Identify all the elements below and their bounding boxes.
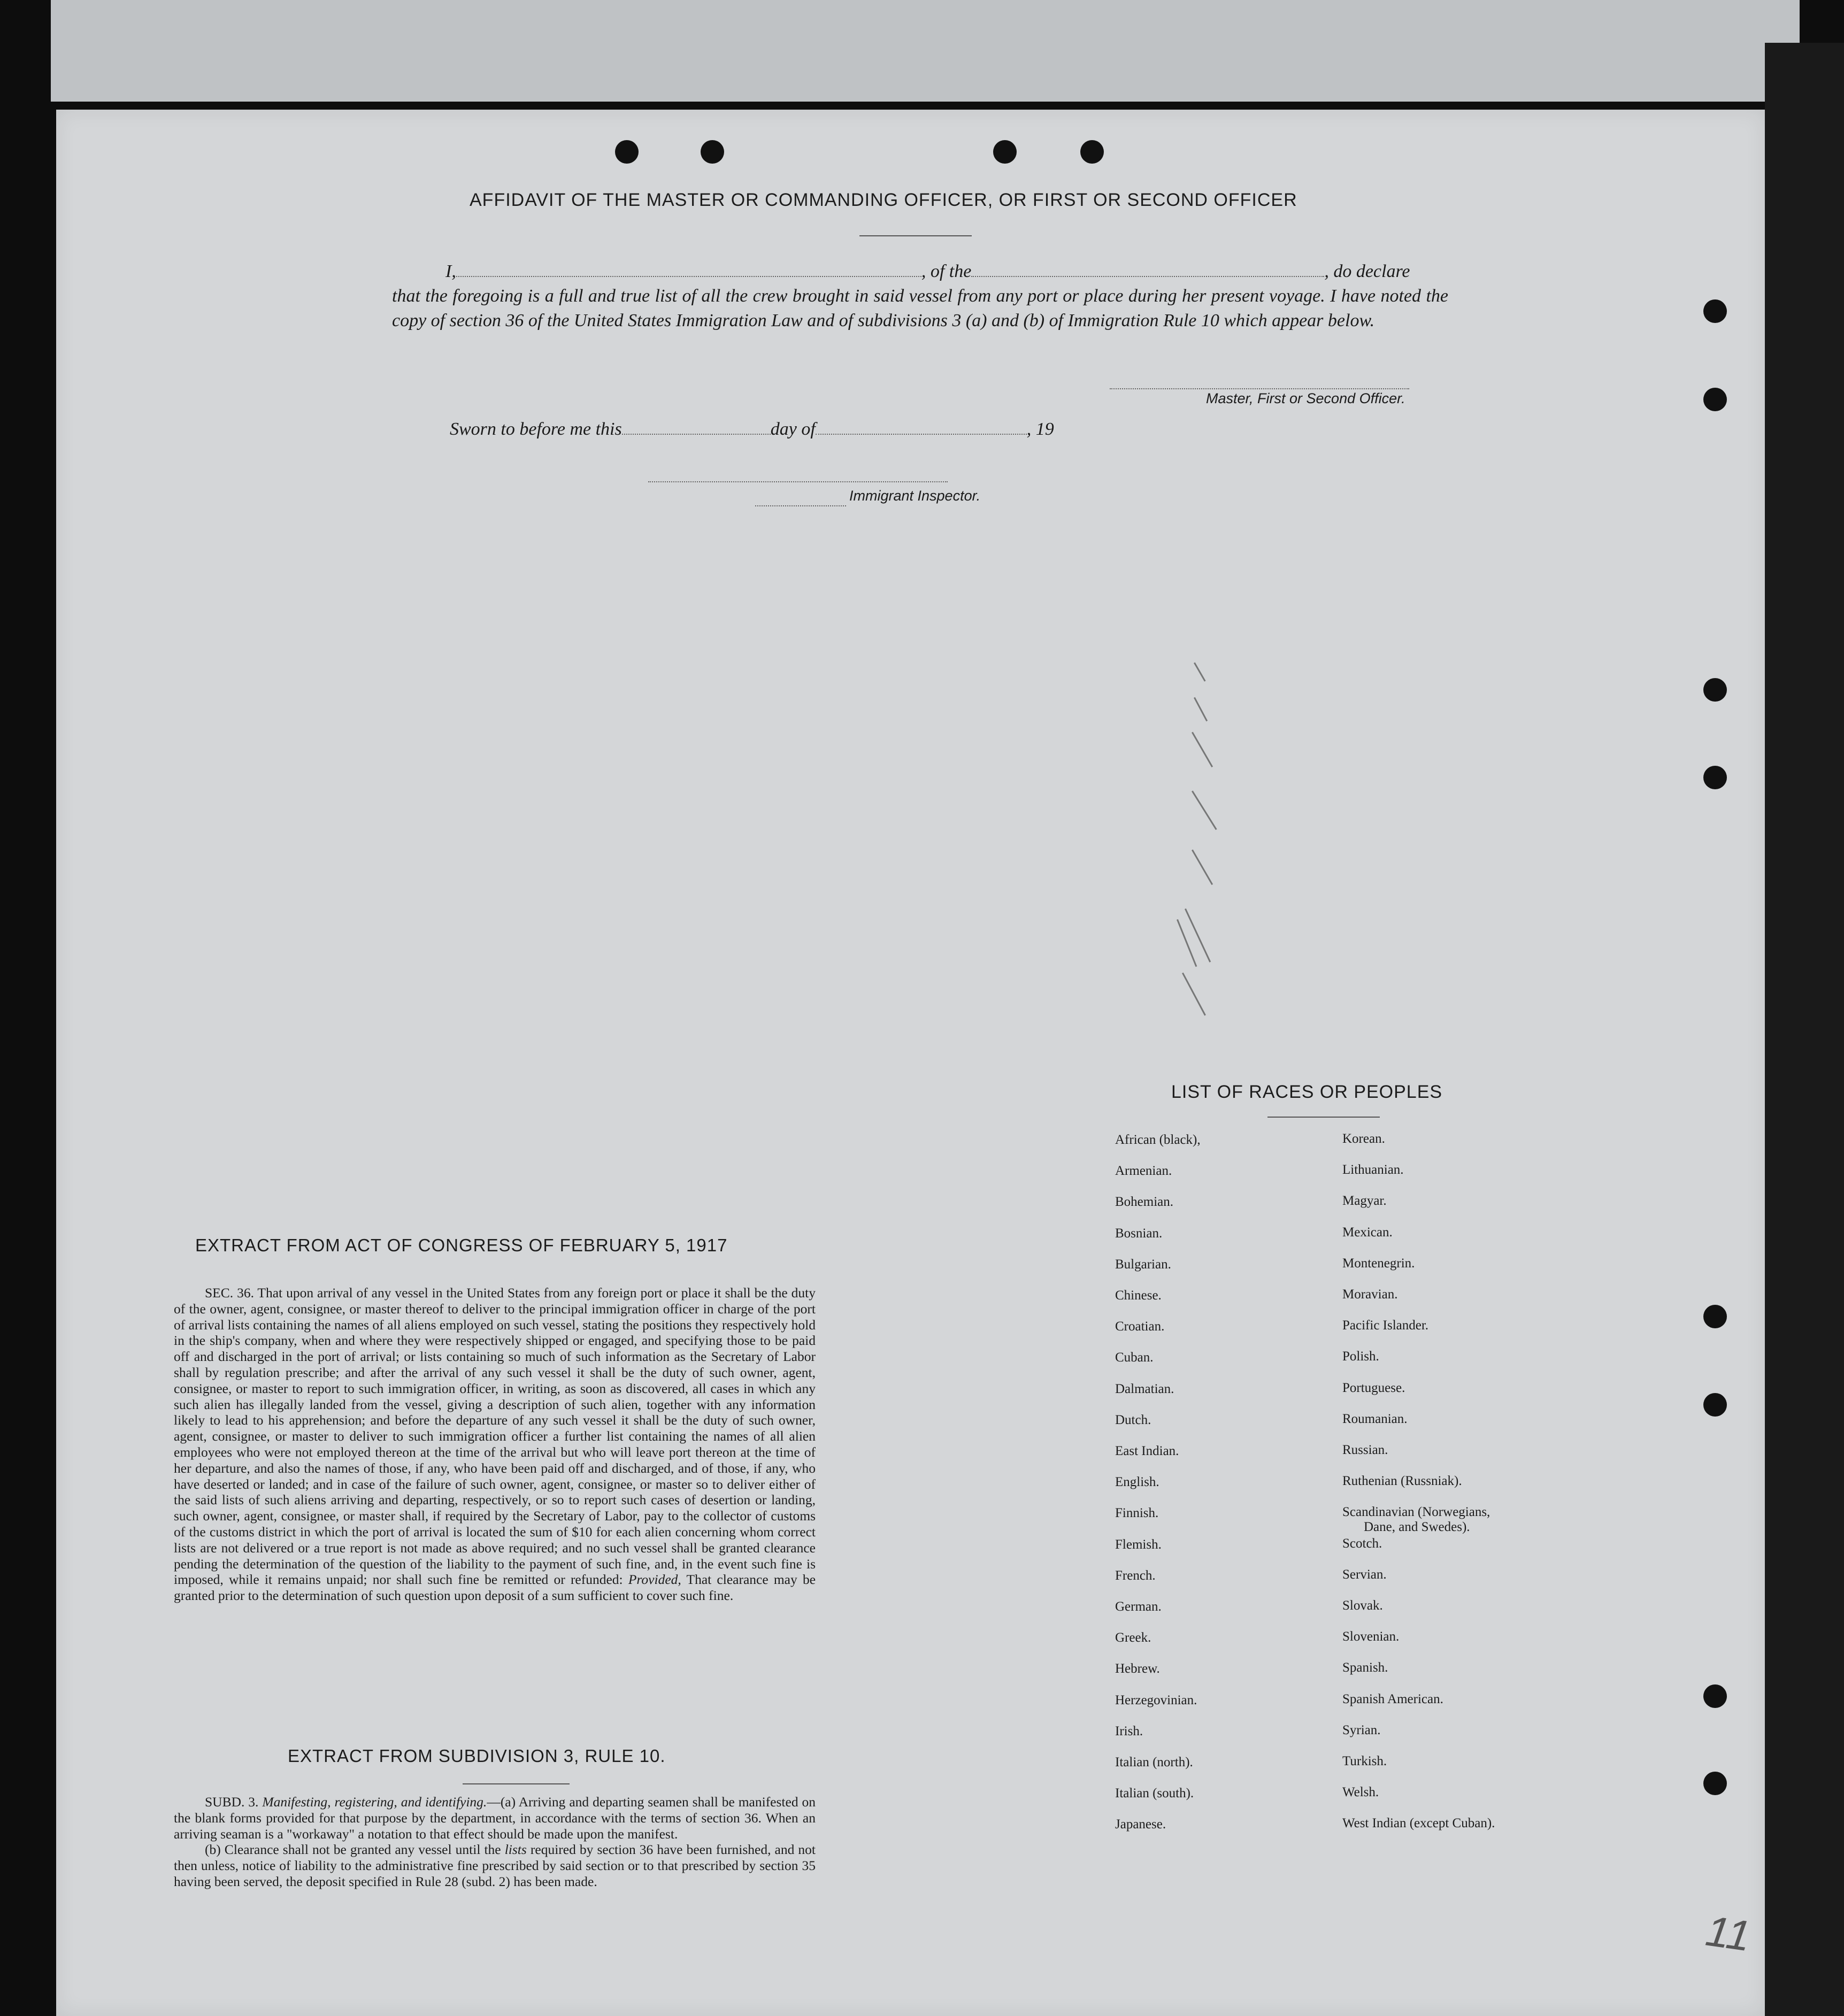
race-item: Syrian. [1342,1722,1381,1737]
race-item: Magyar. [1342,1194,1387,1209]
race-item: Italian (south). [1115,1786,1194,1801]
punch-hole [1703,766,1727,789]
race-item: Lithuanian. [1342,1163,1404,1178]
race-item: Moravian. [1342,1287,1398,1302]
race-item: Irish. [1115,1723,1143,1738]
affidavit-title: AFFIDAVIT OF THE MASTER OR COMMANDING OFFICER, OR FIRST OR SECOND OFFICER [470,190,1297,210]
race-item: Greek. [1115,1630,1151,1645]
race-item: Polish. [1342,1349,1379,1364]
punch-hole [1703,1684,1727,1708]
punch-hole [1703,388,1727,411]
inspector-signature-label: Immigrant Inspector. [849,488,981,504]
race-item: Finnish. [1115,1506,1159,1521]
handwritten-page-mark: 11 [1703,1906,1754,1960]
punch-hole [1080,140,1104,164]
race-item: Spanish. [1342,1660,1388,1675]
inspector-signature-blank[interactable] [648,471,948,482]
race-item: Armenian. [1115,1164,1172,1179]
race-item: Turkish. [1342,1754,1387,1768]
race-item: Servian. [1342,1567,1387,1582]
race-item: Mexican. [1342,1225,1393,1240]
race-item: Korean. [1342,1132,1385,1146]
race-item: Slovak. [1342,1598,1383,1613]
affidavit-of-the: , of the [921,261,972,281]
race-item: Welsh. [1342,1785,1379,1800]
punch-hole [1703,1393,1727,1417]
race-item: Spanish American. [1342,1691,1443,1706]
rule-extract-text: SUBD. 3. Manifesting, registering, and identifying.—(a) Arriving and departing seamen shall be manifested on the blank forms provided for that purpose by the department, in accordance with the terms of section 36. When an arriving seaman is a "workaway" a notation to that effect should be made upon the manifest. (b) Clearance shall not be granted any vessel until the lists required by section 36 have been furnished, and not then unless, notice of liability to the administrative fine prescribed by said section or to that prescribed by section 35 having been served, the deposit specified in Rule 28 (subd. 2) has been made. [174,1794,816,1889]
race-item: African (black), [1115,1133,1201,1147]
race-item: Hebrew. [1115,1661,1160,1676]
race-item: Bulgarian. [1115,1257,1171,1272]
race-item: Chinese. [1115,1288,1162,1303]
race-item: Pacific Islander. [1342,1318,1429,1333]
scanner-right-edge [1765,43,1844,2016]
race-item: Italian (north). [1115,1755,1193,1769]
sworn-month-blank[interactable] [816,423,1027,435]
affidavit-body: that the foregoing is a full and true list of all the crew brought in said vessel from any port or place during her present voyage. I have noted the copy of section 36 of the United States Immigration Law and of subdivisions 3 (a) and (b) of Immigration Rule 10 which appear below. [392,286,1448,330]
race-item: Roumanian. [1342,1411,1408,1426]
race-item: Bosnian. [1115,1226,1163,1241]
rule-extract-title-rule [463,1783,570,1784]
master-signature-blank[interactable] [1110,378,1409,389]
sworn-line [392,417,1448,442]
punch-hole [1703,1305,1727,1328]
race-item: English. [1115,1475,1159,1490]
race-item: East Indian. [1115,1444,1179,1458]
races-title-rule [1267,1117,1380,1118]
race-item: Flemish. [1115,1537,1162,1552]
punch-hole [993,140,1017,164]
punch-hole [701,140,724,164]
race-item: Dalmatian. [1115,1381,1174,1396]
affidavit-declare: , do declare [1324,261,1410,281]
race-item: Russian. [1342,1443,1388,1457]
race-item: Bohemian. [1115,1195,1174,1210]
race-item: French. [1115,1568,1156,1583]
race-item: Japanese. [1115,1817,1166,1832]
race-item: Dane, and Swedes). [1364,1520,1470,1535]
race-item: Croatian. [1115,1319,1165,1334]
race-item: Cuban. [1115,1350,1154,1365]
name-blank[interactable] [456,265,921,277]
race-item: Scotch. [1342,1536,1382,1551]
race-item: Montenegrin. [1342,1256,1415,1271]
race-item: Dutch. [1115,1412,1151,1427]
document-page [56,110,1765,2016]
race-item: Scandinavian (Norwegians, [1342,1505,1490,1520]
race-item: Portuguese. [1342,1380,1405,1395]
affidavit-title-rule [859,235,972,236]
sworn-day-blank[interactable] [622,423,771,435]
inspector-signature-blank-2[interactable] [755,495,846,506]
race-item: Slovenian. [1342,1629,1400,1644]
vessel-blank[interactable] [971,265,1324,277]
race-item: German. [1115,1599,1162,1614]
affidavit-i: I, [445,261,456,281]
master-signature-label: Master, First or Second Officer. [1206,390,1405,406]
race-item: Herzegovinian. [1115,1692,1197,1707]
act-extract-text: SEC. 36. That upon arrival of any vessel in the United States from any foreign port or place it shall be the duty of the owner, agent, consignee, or master thereof to deliver to the principal immigration officer in charge of the port of arrival lists containing the names of all aliens employed on such vessel, stating the positions they respectively hold in the ship's company, when and where they were respectively shipped or engaged, and specifying those to be paid off and discharged in the port of arrival; or lists containing so much of such information as the Secretary of Labor shall by regulation prescribe; and after the arrival of any such vessel it shall be the duty of such owner, agent, consignee, or master to report to such immigration officer, in writing, as soon as discovered, all cases in which any such alien has illegally landed from the vessel, giving a description of such alien, together with any information likely to lead to his apprehension; and before the departure of any such vessel it shall be the duty of such owner, agent, consignee, or master to deliver to such immigration officer a further list containing the names of all alien employees who were not employed thereon at the time of the arrival but who will leave port thereon at the time of her departure, and also the names of those, if any, who have been paid off and discharged, and of those, if any, who have deserted or landed; and in case of the failure of such owner, agent, consignee, or master so to deliver either of the said lists of such aliens arriving and departing, respectively, or so to report such cases of desertion or landing, such owner, agent, consignee, or master shall, if required by the Secretary of Labor, pay to the collector of customs of the customs district in which the port of arrival is located the sum of $10 for each alien concerning whom correct lists are not delivered or a true report is not made as above required; and no such vessel shall be granted clearance pending the determination of the question of the liability to the payment of such fine, and, in the event such fine is imposed, while it remains unpaid; nor shall such fine be remitted or refunded: Provided, That clearance may be granted prior to the determination of such question upon deposit of a sum sufficient to cover such fine. [174,1285,816,1604]
sworn-start: Sworn to before me this [450,419,622,439]
sworn-year: , 19 [1026,419,1054,439]
sworn-day-of: day of [770,419,816,439]
rule-extract-title: EXTRACT FROM SUBDIVISION 3, RULE 10. [288,1746,666,1766]
punch-hole [1703,299,1727,323]
scanner-top-strip [51,0,1800,102]
punch-hole [1703,678,1727,702]
act-extract-title: EXTRACT FROM ACT OF CONGRESS OF FEBRUARY 5, 1917 [195,1235,728,1255]
punch-hole [1703,1772,1727,1795]
race-item: West Indian (except Cuban). [1342,1816,1495,1831]
punch-hole [615,140,639,164]
affidavit-declaration [392,259,1448,333]
races-title: LIST OF RACES OR PEOPLES [1171,1082,1443,1102]
race-item: Ruthenian (Russniak). [1342,1474,1462,1489]
